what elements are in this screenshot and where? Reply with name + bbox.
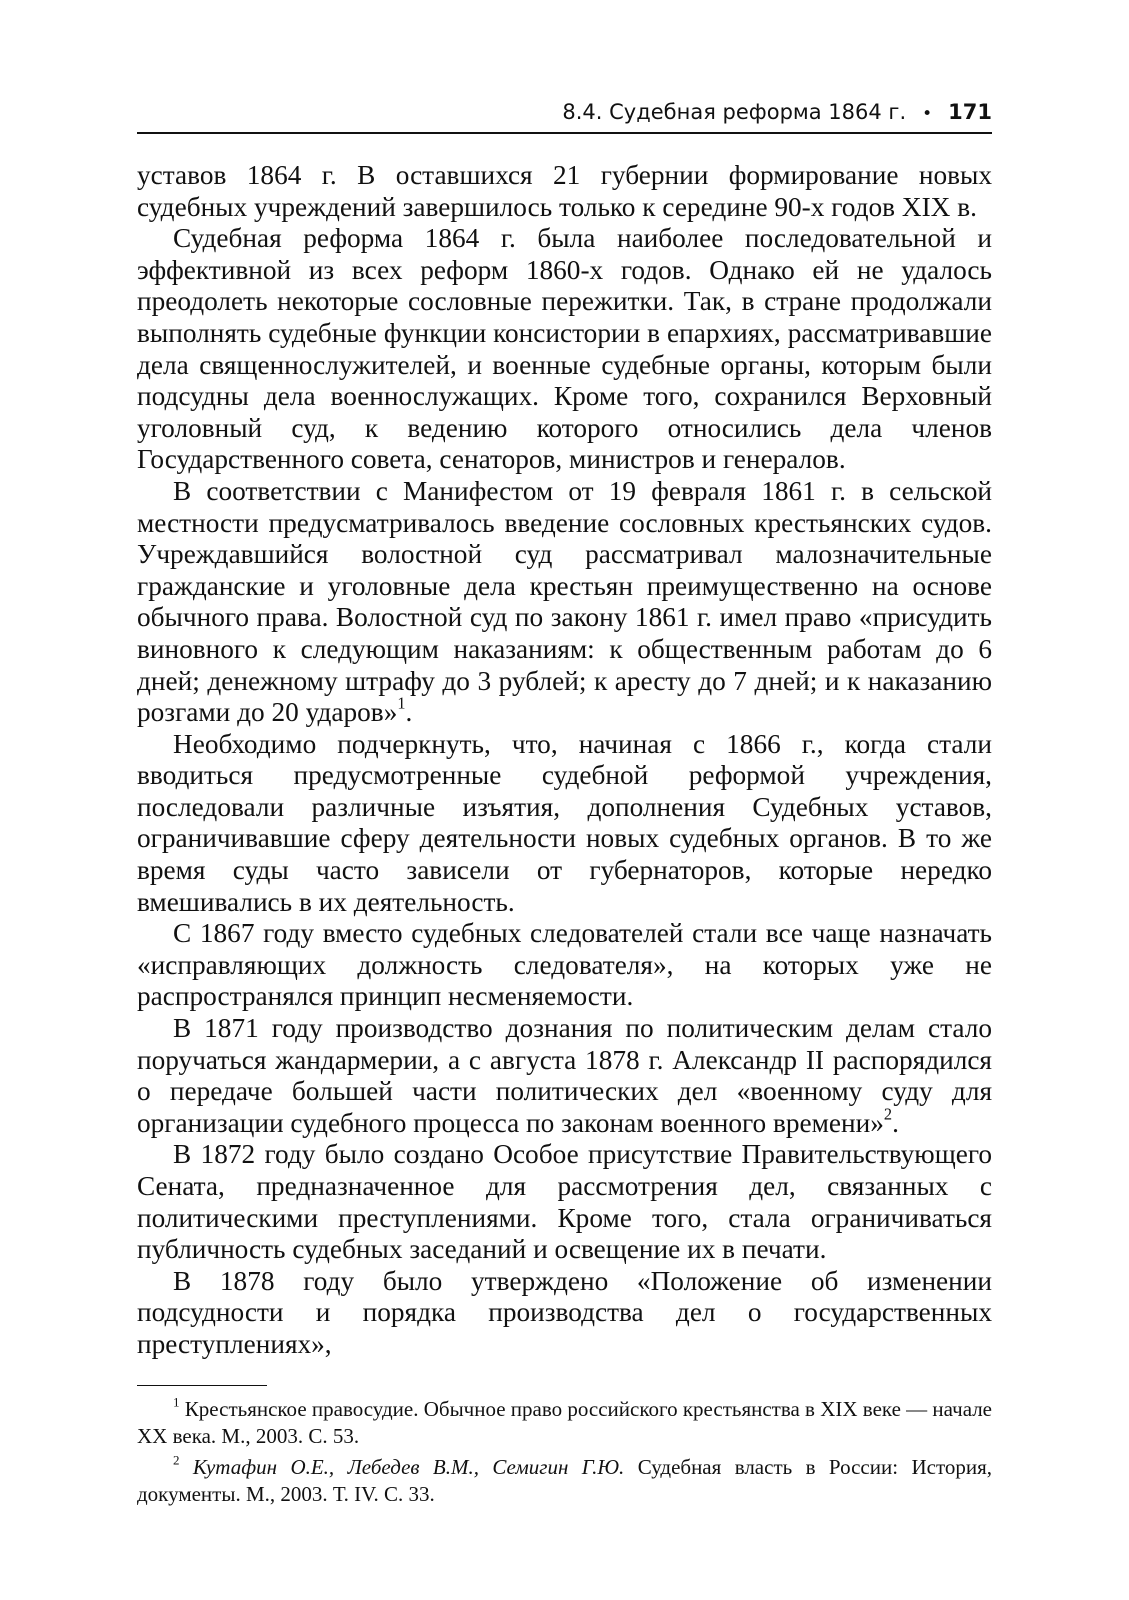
footnote-marker: 2	[173, 1451, 180, 1467]
paragraph-text: В 1871 году производство дознания по политическим делам стало поручаться жандармерии, а с августа 1878 г. Александр II распорядился о передаче большей части политических дел «военному суду для организации судебного процесса по законам военного времени»	[137, 1013, 992, 1138]
book-page	[137, 100, 992, 1508]
footnote-ref-1[interactable]: 1	[397, 693, 406, 713]
footnote-1	[137, 1393, 993, 1450]
paragraph	[137, 918, 992, 1013]
paragraph	[137, 729, 992, 919]
paragraph-text: уставов 1864 г. В оставшихся 21 губернии формирование новых судебных учреждений завершилось только к середине 90-х годов XIX в.	[137, 160, 992, 222]
section-title: 8.4. Судебная реформа 1864 г.	[562, 100, 907, 124]
footnote-marker: 1	[173, 1393, 180, 1409]
footnote-text: Крестьянское правосудие. Обычное право российского крестьянства в XIX веке — начале XX века. М., 2003. С. 53.	[137, 1396, 993, 1448]
paragraph-text: В соответствии с Манифестом от 19 февраля 1861 г. в сельской местности предусматривалось введение сословных крестьянских судов. Учреждавшийся волостной суд рассматривал малозначительные гражданские и уголовные дела крестьян преимущественно на основе обычного права. Волостной суд по закону 1861 г. имел право «присудить виновного к следующим наказаниям: к общественным работам до 6 дней; денежному штрафу до 3 рублей; к аресту до 7 дней; и к наказанию розгами до 20 ударов»	[137, 475, 992, 728]
paragraph	[137, 223, 992, 476]
paragraph: В 1871 году производство дознания по политическим делам стало поручаться жандармерии, а с августа 1878 г. Александр II распорядился о передаче большей части политических дел «военному суду для организации судебного процесса по законам военного времени»$^2$.	[137, 1013, 992, 1138]
paragraph-text: В 1878 году было утверждено «Положение об изменении подсудности и порядка производства дел о государственных преступлениях»,	[137, 1265, 992, 1359]
paragraph	[137, 1139, 992, 1265]
paragraph	[137, 160, 992, 223]
footnote-2	[137, 1451, 992, 1508]
running-header	[137, 100, 992, 134]
footnotes	[137, 1393, 993, 1508]
page-number: 171	[948, 100, 992, 124]
footnote-ref-2[interactable]: 2	[883, 1104, 893, 1124]
paragraph: В соответствии с Манифестом от 19 февраля 1861 г. в сельской местности предусматривалось введение сословных крестьянских судов. Учреждавшийся волостной суд рассматривал малозначительные гражданские и уголовные дела крестьян преимущественно на основе обычного права. Волостной суд по закону 1861 г. имел право «присудить виновного к следующим наказаниям: к общественным работам до 6 дней; денежному штрафу до 3 рублей; к аресту до 7 дней; и к наказанию розгами до 20 ударов»$^1$.	[137, 475, 992, 728]
paragraph-text: Судебная реформа 1864 г. была наиболее последовательной и эффективной из всех реформ 1860-х годов. Однако ей не удалось преодолеть некоторые сословные пережитки. Так, в стране продолжали выполнять судебные функции консистории в епархиях, рассматривавшие дела священнослужителей, и военные судебные органы, которым были подсудны дела военнослужащих. Кроме того, сохранился Верховный уголовный суд, к ведению которого относились дела членов Государственного совета, сенаторов, министров и генералов.	[137, 223, 992, 475]
paragraph-text: С 1867 году вместо судебных следователей стали все чаще назначать «исправляющих должность следователя», на которых уже не распространялся принцип несменяемости.	[137, 918, 992, 1012]
header-separator: •	[922, 104, 933, 124]
paragraph	[137, 1266, 992, 1361]
paragraph-text: В 1872 году было создано Особое присутствие Правительствующего Сената, предназначенное для рассмотрения дел, связанных с политическими преступлениями. Кроме того, стала ограничиваться публичность судебных заседаний и освещение их в печати.	[137, 1139, 992, 1265]
footnote-divider	[137, 1385, 267, 1386]
footnote-text: Судебная власть в России: История, документы. М., 2003. Т. IV. С. 33.	[137, 1454, 992, 1506]
paragraph-text: Необходимо подчеркнуть, что, начиная с 1866 г., когда стали вводиться предусмотренные судебной реформой учреждения, последовали различные изъятия, дополнения Судебных уставов, ограничивавшие сферу деятельности новых судебных органов. В то же время суды часто зависели от губернаторов, которые нередко вмешивались в их деятельность.	[137, 728, 992, 917]
main-text	[137, 160, 992, 1361]
footnote-authors: Кутафин О.Е., Лебедев В.М., Семигин Г.Ю.	[192, 1454, 625, 1479]
